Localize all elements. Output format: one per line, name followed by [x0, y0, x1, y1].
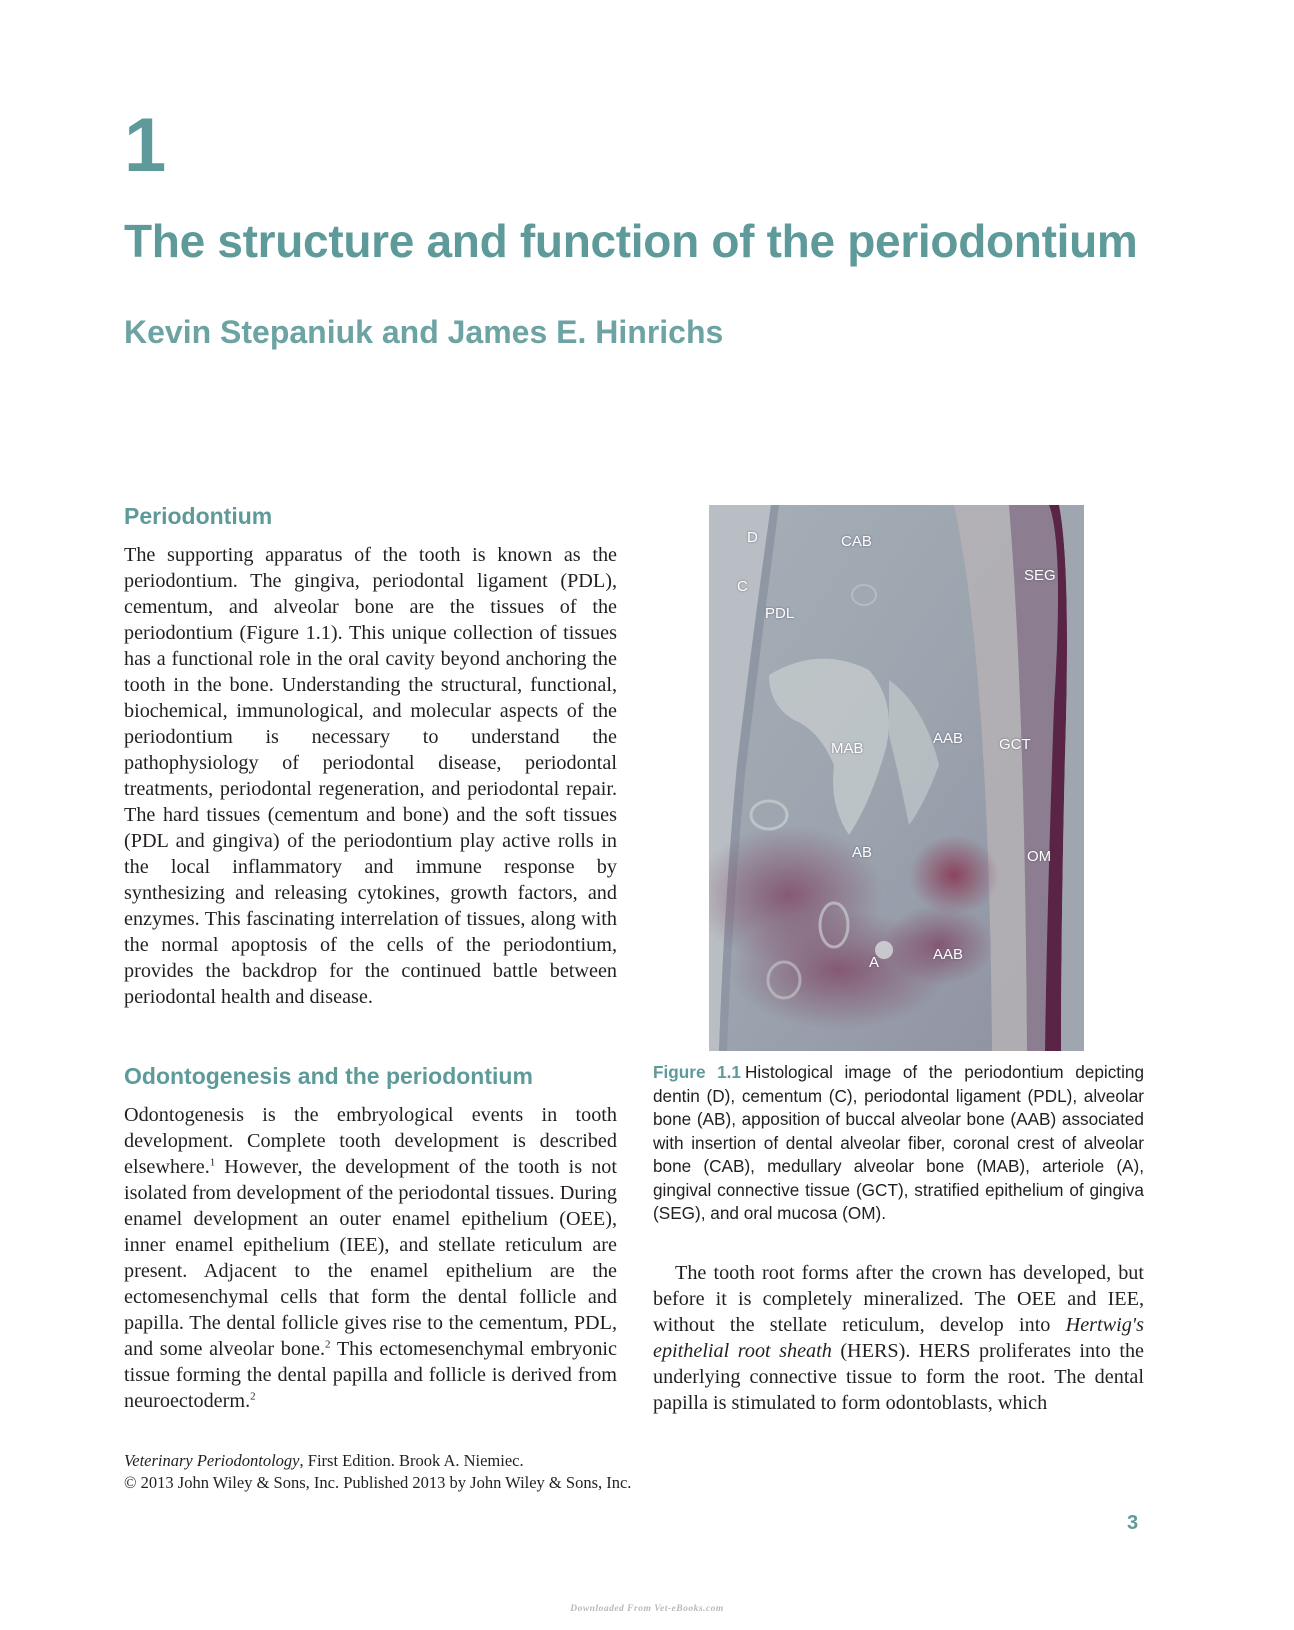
section-heading-periodontium: Periodontium — [124, 503, 273, 529]
watermark: Downloaded From Vet-eBooks.com — [570, 1604, 724, 1614]
right-column-body — [653, 1260, 1144, 1416]
paragraph — [653, 1260, 1144, 1416]
figure-label-mab: MAB — [831, 740, 864, 757]
paragraph — [124, 1102, 617, 1414]
text-run: Odontogenesis is the embryological events in tooth development. Complete tooth development is described elsewhere. — [124, 1104, 617, 1178]
section-body-odontogenesis — [124, 1102, 617, 1414]
figure-label-c: C — [737, 578, 748, 595]
book-title: Veterinary Periodontology — [124, 1451, 300, 1470]
book-edition: , First Edition. Brook A. Niemiec. — [299, 1451, 524, 1470]
histology-figure — [709, 505, 1084, 1051]
figure-label-aab: AAB — [933, 946, 964, 963]
text-run: (HERS). HERS proliferates into the underlying connective tissue to form the root. The dental papilla is stimulated to form odontoblasts, which — [653, 1340, 1144, 1414]
copyright-footer — [124, 1450, 631, 1494]
figure-label-aab: AAB — [933, 730, 964, 747]
figure-label-seg: SEG — [1024, 567, 1056, 584]
page-number: 3 — [1127, 1512, 1139, 1534]
copyright-line: © 2013 John Wiley & Sons, Inc. Published 2013 by John Wiley & Sons, Inc. — [124, 1473, 632, 1492]
chapter-authors: Kevin Stepaniuk and James E. Hinrichs — [124, 314, 724, 350]
chapter-title: The structure and function of the periodontium — [124, 215, 1138, 267]
figure-label-pdl: PDL — [765, 605, 795, 622]
text-run: The tooth root forms after the crown has developed, but before it is completely mineralized. The OEE and IEE, without the stellate reticulum, develop into — [653, 1262, 1144, 1336]
reference-superscript: 1 — [209, 1156, 216, 1169]
book-citation — [124, 1450, 631, 1472]
italic-term: Hertwig's epithelial root sheath — [653, 1314, 1144, 1362]
histology-image — [709, 505, 1084, 1051]
paragraph: The supporting apparatus of the tooth is known as the periodontium. The gingiva, periodontal ligament (PDL), cementum, and alveolar bone are the tissues of the periodontium (Figure 1.1). This unique collection of tissues has a functional role in the oral cavity beyond anchoring the tooth in the bone. Understanding the structural, functional, biochemical, immunological, and molecular aspects of the periodontium is necessary to understand the pathophysiology of periodontal disease, periodontal treatments, periodontal regeneration, and periodontal repair. The hard tissues (cementum and bone) and the soft tissues (PDL and gingiva) of the periodontium play active rolls in the local inflammatory and immune response by synthesizing and releasing cytokines, growth factors, and enzymes. This fascinating interrelation of tissues, along with the normal apoptosis of the cells of the periodontium, provides the backdrop for the continued battle between periodontal health and disease. — [124, 544, 617, 1008]
section-heading-odontogenesis: Odontogenesis and the periodontium — [124, 1063, 533, 1089]
figure-reference: Figure 1.1 — [653, 1062, 741, 1082]
figure-label-gct: GCT — [999, 736, 1031, 753]
reference-superscript: 2 — [250, 1390, 256, 1403]
figure-label-d: D — [747, 529, 758, 546]
chapter-number: 1 — [124, 103, 167, 188]
section-body-periodontium — [124, 542, 617, 1010]
figure-label-cab: CAB — [841, 533, 872, 550]
figure-caption — [653, 1061, 1144, 1226]
figure-label-a: A — [869, 954, 880, 971]
text-run: This ectomesenchymal embryonic tissue forming the dental papilla and follicle is derived from neuroectoderm. — [124, 1338, 617, 1412]
text-run: However, the development of the tooth is not isolated from development of the periodontal tissues. During enamel development an outer enamel epithelium (OEE), inner enamel epithelium (IEE), and stellate reticulum are present. Adjacent to the enamel epithelium are the ectomesenchymal cells that form the dental follicle and papilla. The dental follicle gives rise to the cementum, PDL, and some alveolar bone. — [124, 1156, 617, 1360]
reference-superscript: 2 — [325, 1338, 331, 1351]
figure-label-om: OM — [1027, 848, 1052, 865]
figure-label-ab: AB — [852, 844, 873, 861]
caption-text: Histological image of the periodontium depicting dentin (D), cementum (C), periodontal ligament (PDL), alveolar bone (AB), apposition of buccal alveolar bone (AAB) associated with insertion of dental alveolar fiber, coronal crest of alveolar bone (CAB), medullary alveolar bone (MAB), arteriole (A), gingival connective tissue (GCT), stratified epithelium of gingiva (SEG), and oral mucosa (OM). — [653, 1062, 1145, 1223]
